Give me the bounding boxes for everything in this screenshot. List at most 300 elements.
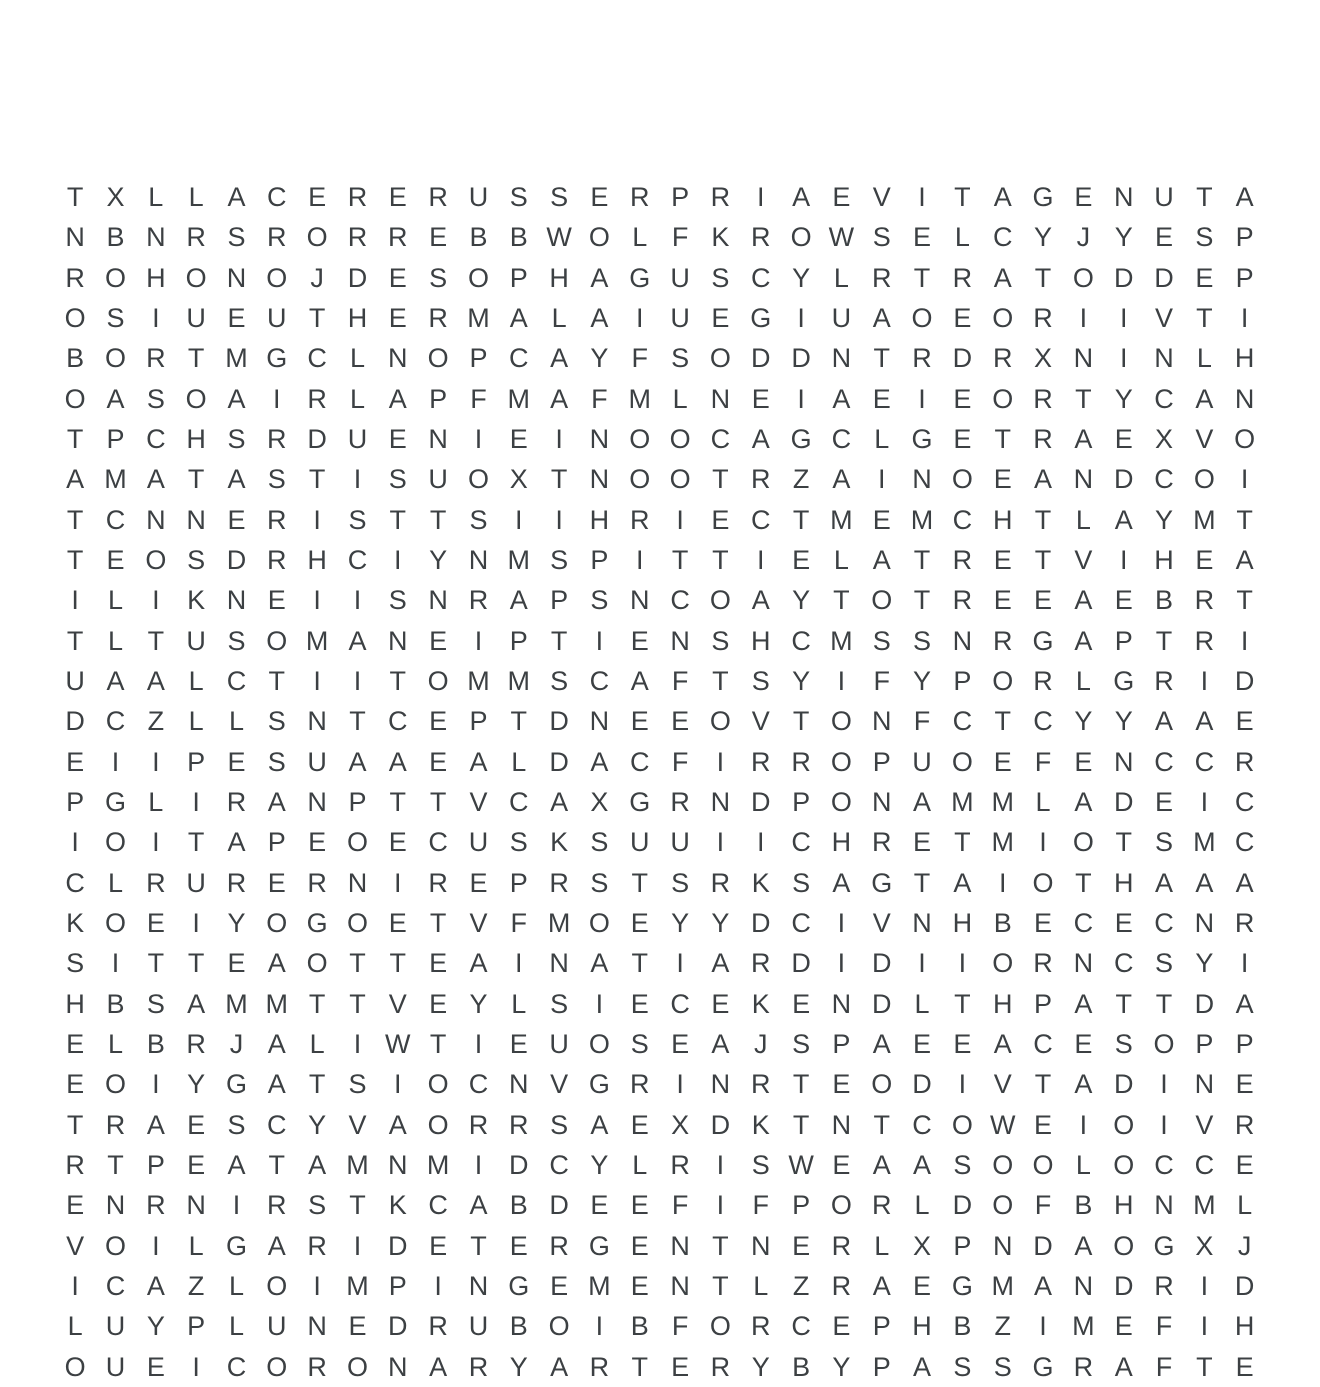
grid-letter[interactable]: C [1234, 827, 1255, 858]
grid-letter[interactable]: S [671, 343, 690, 374]
grid-letter[interactable]: T [66, 1109, 84, 1140]
grid-letter[interactable]: T [66, 182, 84, 212]
grid-letter[interactable]: O [266, 262, 288, 293]
grid-letter[interactable]: A [1074, 1230, 1093, 1261]
grid-letter[interactable]: E [630, 907, 649, 938]
grid-letter[interactable]: A [913, 1149, 932, 1180]
grid-letter[interactable]: R [388, 222, 408, 253]
grid-letter[interactable]: V [388, 988, 407, 1019]
grid-letter[interactable]: V [1195, 423, 1214, 454]
grid-letter[interactable]: E [429, 988, 448, 1019]
grid-letter[interactable]: U [186, 867, 206, 898]
grid-letter[interactable]: A [1114, 1351, 1133, 1382]
grid-letter[interactable]: P [267, 827, 286, 858]
grid-letter[interactable]: A [469, 948, 488, 979]
grid-letter[interactable]: K [751, 1109, 770, 1140]
grid-letter[interactable]: A [469, 746, 488, 777]
grid-letter[interactable]: T [107, 1149, 124, 1180]
grid-letter[interactable]: G [951, 1270, 973, 1301]
grid-letter[interactable]: S [590, 827, 609, 858]
grid-letter[interactable]: R [1234, 746, 1255, 777]
grid-letter[interactable]: I [1240, 464, 1249, 495]
grid-letter[interactable]: N [710, 786, 731, 817]
grid-letter[interactable]: J [1237, 1230, 1252, 1261]
grid-letter[interactable]: A [1074, 786, 1093, 817]
grid-letter[interactable]: L [672, 383, 688, 414]
grid-letter[interactable]: F [1034, 746, 1052, 777]
grid-letter[interactable]: S [267, 746, 286, 777]
grid-letter[interactable]: I [756, 827, 765, 858]
grid-letter[interactable]: T [913, 585, 931, 616]
grid-letter[interactable]: I [1240, 302, 1249, 333]
grid-letter[interactable]: E [1114, 907, 1133, 938]
grid-letter[interactable]: H [750, 625, 771, 656]
grid-letter[interactable]: H [65, 988, 85, 1019]
grid-letter[interactable]: R [750, 746, 771, 777]
grid-letter[interactable]: Y [1114, 706, 1133, 737]
grid-letter[interactable]: C [791, 625, 811, 656]
grid-letter[interactable]: S [1155, 827, 1174, 858]
grid-letter[interactable]: A [832, 464, 851, 495]
grid-letter[interactable]: I [353, 464, 362, 495]
grid-letter[interactable]: T [187, 948, 205, 979]
grid-letter[interactable]: S [953, 1351, 972, 1382]
grid-letter[interactable]: A [913, 1351, 932, 1382]
grid-letter[interactable]: I [756, 544, 765, 575]
grid-letter[interactable]: R [549, 867, 569, 898]
grid-letter[interactable]: R [146, 1190, 166, 1221]
grid-letter[interactable]: I [353, 665, 362, 696]
grid-letter[interactable]: S [872, 222, 891, 253]
grid-letter[interactable]: P [348, 786, 367, 817]
grid-letter[interactable]: E [1114, 585, 1133, 616]
grid-letter[interactable]: A [227, 182, 246, 212]
grid-letter[interactable]: I [918, 383, 926, 414]
grid-letter[interactable]: N [307, 1311, 327, 1342]
grid-letter[interactable]: S [711, 625, 730, 656]
grid-letter[interactable]: O [1032, 867, 1054, 898]
grid-letter[interactable]: G [750, 302, 772, 333]
grid-letter[interactable]: T [389, 665, 407, 696]
grid-letter[interactable]: E [832, 1149, 851, 1180]
grid-letter[interactable]: R [630, 504, 650, 535]
grid-letter[interactable]: Y [1034, 222, 1053, 253]
grid-letter[interactable]: S [1195, 222, 1214, 253]
grid-letter[interactable]: O [911, 302, 933, 333]
grid-letter[interactable]: R [831, 1270, 852, 1301]
grid-letter[interactable]: E [711, 504, 730, 535]
grid-letter[interactable]: I [716, 1149, 725, 1180]
grid-letter[interactable]: M [346, 1270, 369, 1301]
grid-letter[interactable]: C [670, 988, 690, 1019]
grid-letter[interactable]: G [104, 786, 126, 817]
grid-letter[interactable]: D [791, 343, 811, 374]
grid-letter[interactable]: U [912, 746, 932, 777]
grid-letter[interactable]: E [429, 948, 448, 979]
grid-letter[interactable]: U [670, 302, 690, 333]
grid-letter[interactable]: R [307, 1230, 327, 1261]
grid-letter[interactable]: O [104, 1069, 126, 1100]
grid-letter[interactable]: S [388, 585, 407, 616]
grid-letter[interactable]: R [992, 343, 1013, 374]
grid-letter[interactable]: P [590, 544, 609, 575]
grid-letter[interactable]: W [828, 222, 855, 253]
grid-letter[interactable]: C [146, 423, 166, 454]
grid-letter[interactable]: Y [1074, 706, 1093, 737]
grid-letter[interactable]: G [508, 1270, 530, 1301]
grid-letter[interactable]: O [427, 343, 449, 374]
grid-letter[interactable]: A [751, 585, 770, 616]
grid-letter[interactable]: E [227, 302, 246, 333]
grid-letter[interactable]: U [186, 302, 206, 333]
grid-letter[interactable]: I [394, 867, 402, 898]
grid-letter[interactable]: I [1079, 1109, 1088, 1140]
grid-letter[interactable]: N [912, 907, 932, 938]
grid-letter[interactable]: L [1075, 1149, 1091, 1180]
grid-letter[interactable]: E [308, 182, 327, 212]
grid-letter[interactable]: S [66, 948, 85, 979]
grid-letter[interactable]: N [750, 1230, 771, 1261]
grid-letter[interactable]: N [670, 625, 690, 656]
grid-letter[interactable]: E [993, 746, 1012, 777]
grid-letter[interactable]: D [1234, 1270, 1255, 1301]
grid-letter[interactable]: T [510, 706, 528, 737]
grid-letter[interactable]: L [148, 182, 164, 212]
grid-letter[interactable]: I [716, 746, 725, 777]
grid-letter[interactable]: O [669, 464, 691, 495]
grid-letter[interactable]: N [1154, 343, 1174, 374]
grid-letter[interactable]: V [872, 907, 891, 938]
grid-letter[interactable]: T [994, 423, 1011, 454]
grid-letter[interactable]: C [105, 706, 126, 737]
grid-letter[interactable]: N [509, 1069, 529, 1100]
grid-letter[interactable]: E [630, 706, 649, 737]
grid-letter[interactable]: S [711, 262, 730, 293]
grid-letter[interactable]: E [388, 827, 407, 858]
grid-letter[interactable]: Y [590, 343, 609, 374]
grid-letter[interactable]: F [1155, 1311, 1173, 1342]
grid-letter[interactable]: R [750, 1069, 771, 1100]
grid-letter[interactable]: V [1155, 302, 1174, 333]
grid-letter[interactable]: E [509, 1230, 528, 1261]
grid-letter[interactable]: A [1034, 1270, 1053, 1301]
grid-letter[interactable]: A [146, 1270, 165, 1301]
grid-letter[interactable]: M [991, 786, 1014, 817]
grid-letter[interactable]: A [1074, 423, 1093, 454]
grid-letter[interactable]: O [104, 262, 126, 293]
grid-letter[interactable]: C [509, 786, 529, 817]
grid-letter[interactable]: I [515, 504, 523, 535]
grid-letter[interactable]: D [750, 786, 771, 817]
grid-letter[interactable]: O [830, 1190, 852, 1221]
grid-letter[interactable]: N [65, 222, 85, 253]
grid-letter[interactable]: O [992, 1149, 1014, 1180]
grid-letter[interactable]: T [1034, 544, 1052, 575]
grid-letter[interactable]: R [952, 544, 973, 575]
grid-letter[interactable]: O [266, 907, 288, 938]
grid-letter[interactable]: D [1194, 988, 1215, 1019]
grid-letter[interactable]: A [267, 786, 286, 817]
grid-letter[interactable]: T [187, 464, 205, 495]
grid-letter[interactable]: U [65, 665, 85, 696]
grid-letter[interactable]: K [751, 867, 770, 898]
grid-letter[interactable]: R [871, 262, 892, 293]
grid-letter[interactable]: G [1032, 182, 1054, 212]
grid-letter[interactable]: L [148, 786, 164, 817]
grid-letter[interactable]: E [1114, 1311, 1133, 1342]
grid-letter[interactable]: G [629, 786, 651, 817]
grid-letter[interactable]: E [227, 948, 246, 979]
grid-letter[interactable]: B [106, 988, 125, 1019]
grid-letter[interactable]: G [588, 1230, 610, 1261]
grid-letter[interactable]: I [1200, 665, 1209, 696]
grid-letter[interactable]: C [670, 585, 690, 616]
grid-letter[interactable]: V [469, 907, 488, 938]
grid-letter[interactable]: L [309, 1028, 325, 1059]
grid-letter[interactable]: O [104, 343, 126, 374]
grid-letter[interactable]: I [152, 1230, 160, 1261]
grid-letter[interactable]: E [913, 827, 932, 858]
grid-letter[interactable]: N [1073, 1270, 1094, 1301]
grid-letter[interactable]: R [750, 222, 771, 253]
grid-letter[interactable]: N [468, 1270, 489, 1301]
grid-letter[interactable]: M [507, 383, 531, 414]
grid-letter[interactable]: M [507, 665, 531, 696]
grid-letter[interactable]: E [267, 585, 286, 616]
grid-letter[interactable]: N [307, 786, 327, 817]
grid-letter[interactable]: N [428, 585, 448, 616]
grid-letter[interactable]: E [388, 907, 407, 938]
grid-letter[interactable]: C [952, 706, 973, 737]
grid-letter[interactable]: E [630, 1230, 649, 1261]
grid-letter[interactable]: R [1073, 1351, 1094, 1382]
grid-letter[interactable]: O [992, 1190, 1014, 1221]
grid-letter[interactable]: M [346, 1149, 369, 1180]
grid-letter[interactable]: O [64, 302, 86, 333]
grid-letter[interactable]: U [428, 464, 448, 495]
grid-letter[interactable]: D [65, 706, 85, 737]
grid-letter[interactable]: I [313, 1270, 321, 1301]
grid-letter[interactable]: E [1074, 746, 1093, 777]
grid-letter[interactable]: T [429, 786, 447, 817]
grid-letter[interactable]: E [1235, 1351, 1254, 1382]
grid-letter[interactable]: T [712, 1230, 729, 1261]
grid-letter[interactable]: N [589, 464, 610, 495]
grid-letter[interactable]: I [676, 1069, 684, 1100]
grid-letter[interactable]: O [709, 585, 731, 616]
grid-letter[interactable]: S [146, 383, 165, 414]
grid-letter[interactable]: W [989, 1109, 1016, 1140]
grid-letter[interactable]: N [630, 585, 650, 616]
grid-letter[interactable]: L [954, 222, 970, 253]
grid-letter[interactable]: P [872, 1311, 891, 1342]
grid-letter[interactable]: C [1154, 464, 1174, 495]
grid-letter[interactable]: I [1200, 786, 1209, 817]
grid-letter[interactable]: Y [792, 665, 811, 696]
grid-letter[interactable]: E [711, 988, 730, 1019]
grid-letter[interactable]: R [146, 343, 166, 374]
grid-letter[interactable]: J [310, 262, 324, 293]
grid-letter[interactable]: O [709, 706, 731, 737]
grid-letter[interactable]: A [832, 867, 851, 898]
grid-letter[interactable]: C [791, 907, 811, 938]
grid-letter[interactable]: C [509, 343, 529, 374]
grid-letter[interactable]: X [1034, 343, 1053, 374]
grid-letter[interactable]: M [104, 464, 127, 495]
grid-letter[interactable]: N [1073, 343, 1094, 374]
grid-letter[interactable]: T [389, 948, 407, 979]
grid-letter[interactable]: O [427, 1069, 449, 1100]
grid-letter[interactable]: D [791, 948, 811, 979]
grid-letter[interactable]: C [791, 827, 811, 858]
grid-letter[interactable]: L [188, 1230, 204, 1261]
grid-letter[interactable]: U [549, 1028, 569, 1059]
grid-letter[interactable]: P [469, 343, 488, 374]
grid-letter[interactable]: R [1234, 907, 1255, 938]
grid-letter[interactable]: L [67, 1311, 83, 1342]
grid-letter[interactable]: L [107, 585, 123, 616]
grid-letter[interactable]: D [750, 907, 771, 938]
grid-letter[interactable]: P [550, 585, 569, 616]
grid-letter[interactable]: I [313, 504, 321, 535]
grid-letter[interactable]: O [629, 464, 651, 495]
grid-letter[interactable]: J [229, 1028, 244, 1059]
grid-letter[interactable]: R [428, 1311, 448, 1342]
grid-letter[interactable]: R [630, 1069, 650, 1100]
grid-letter[interactable]: U [468, 1311, 489, 1342]
grid-letter[interactable]: D [347, 262, 368, 293]
grid-letter[interactable]: E [832, 1069, 851, 1100]
grid-letter[interactable]: A [872, 302, 891, 333]
grid-letter[interactable]: E [993, 585, 1012, 616]
grid-letter[interactable]: A [469, 1190, 488, 1221]
grid-letter[interactable]: B [993, 907, 1012, 938]
grid-letter[interactable]: M [991, 1270, 1014, 1301]
grid-letter[interactable]: P [509, 867, 528, 898]
grid-letter[interactable]: L [551, 302, 567, 333]
grid-letter[interactable]: G [1032, 1351, 1054, 1382]
grid-letter[interactable]: D [1033, 1230, 1053, 1261]
grid-letter[interactable]: T [873, 343, 890, 374]
grid-letter[interactable]: A [550, 343, 569, 374]
grid-letter[interactable]: F [470, 383, 487, 414]
grid-letter[interactable]: R [1194, 585, 1215, 616]
grid-letter[interactable]: P [872, 746, 891, 777]
grid-letter[interactable]: O [1234, 423, 1256, 454]
grid-letter[interactable]: Z [147, 706, 165, 737]
grid-letter[interactable]: D [952, 1190, 973, 1221]
grid-letter[interactable]: P [388, 1270, 407, 1301]
grid-letter[interactable]: T [792, 1069, 810, 1100]
grid-letter[interactable]: H [831, 827, 852, 858]
grid-letter[interactable]: A [429, 1351, 448, 1382]
grid-letter[interactable]: S [267, 464, 286, 495]
grid-letter[interactable]: E [671, 1028, 690, 1059]
grid-letter[interactable]: V [872, 182, 891, 212]
grid-letter[interactable]: A [267, 948, 286, 979]
grid-letter[interactable]: D [388, 1230, 408, 1261]
grid-letter[interactable]: I [716, 827, 725, 858]
grid-letter[interactable]: A [590, 948, 609, 979]
grid-letter[interactable]: S [106, 302, 125, 333]
grid-letter[interactable]: T [994, 706, 1011, 737]
grid-letter[interactable]: S [872, 625, 891, 656]
grid-letter[interactable]: E [630, 1190, 649, 1221]
grid-letter[interactable]: A [1235, 988, 1254, 1019]
grid-letter[interactable]: O [427, 665, 449, 696]
grid-letter[interactable]: A [550, 786, 569, 817]
grid-letter[interactable]: A [832, 383, 851, 414]
grid-letter[interactable]: G [266, 343, 288, 374]
grid-letter[interactable]: N [146, 222, 166, 253]
grid-letter[interactable]: I [111, 948, 120, 979]
grid-letter[interactable]: Y [187, 1069, 206, 1100]
grid-letter[interactable]: G [1032, 625, 1054, 656]
grid-letter[interactable]: T [1196, 182, 1213, 212]
grid-letter[interactable]: C [267, 1109, 287, 1140]
grid-letter[interactable]: U [307, 746, 327, 777]
grid-letter[interactable]: T [792, 504, 810, 535]
grid-letter[interactable]: G [588, 1069, 610, 1100]
grid-letter[interactable]: N [710, 383, 731, 414]
grid-letter[interactable]: C [428, 1190, 448, 1221]
grid-letter[interactable]: A [388, 746, 407, 777]
grid-letter[interactable]: C [912, 1109, 932, 1140]
grid-letter[interactable]: G [225, 1069, 247, 1100]
grid-letter[interactable]: M [467, 302, 490, 333]
grid-letter[interactable]: O [104, 827, 126, 858]
grid-letter[interactable]: O [1153, 1028, 1175, 1059]
grid-letter[interactable]: C [1154, 746, 1174, 777]
grid-letter[interactable]: P [1034, 988, 1053, 1019]
grid-letter[interactable]: J [1076, 222, 1091, 253]
grid-letter[interactable]: F [873, 665, 890, 696]
grid-letter[interactable]: P [469, 706, 488, 737]
grid-letter[interactable]: I [273, 383, 281, 414]
grid-letter[interactable]: M [1072, 1311, 1095, 1342]
grid-letter[interactable]: I [313, 665, 321, 696]
grid-letter[interactable]: I [71, 827, 79, 858]
grid-letter[interactable]: A [1195, 383, 1214, 414]
grid-letter[interactable]: E [630, 988, 649, 1019]
grid-letter[interactable]: I [152, 302, 160, 333]
grid-letter[interactable]: L [228, 706, 244, 737]
grid-letter[interactable]: B [630, 1311, 649, 1342]
grid-letter[interactable]: A [348, 746, 367, 777]
grid-letter[interactable]: P [1195, 1028, 1214, 1059]
grid-letter[interactable]: R [750, 948, 771, 979]
grid-letter[interactable]: F [591, 383, 608, 414]
grid-letter[interactable]: S [187, 544, 206, 575]
grid-letter[interactable]: H [1154, 544, 1174, 575]
grid-letter[interactable]: N [226, 585, 247, 616]
grid-letter[interactable]: M [547, 907, 571, 938]
grid-letter[interactable]: B [106, 222, 125, 253]
grid-letter[interactable]: O [992, 665, 1014, 696]
grid-letter[interactable]: N [468, 544, 489, 575]
grid-letter[interactable]: T [1155, 625, 1173, 656]
grid-letter[interactable]: S [348, 504, 367, 535]
grid-letter[interactable]: N [871, 706, 892, 737]
grid-letter[interactable]: R [1154, 1270, 1174, 1301]
grid-letter[interactable]: M [628, 383, 651, 414]
grid-letter[interactable]: S [671, 867, 690, 898]
grid-letter[interactable]: S [1155, 948, 1174, 979]
grid-letter[interactable]: I [797, 383, 805, 414]
grid-letter[interactable]: I [1039, 1311, 1047, 1342]
grid-letter[interactable]: T [792, 706, 810, 737]
grid-letter[interactable]: L [874, 1230, 890, 1261]
